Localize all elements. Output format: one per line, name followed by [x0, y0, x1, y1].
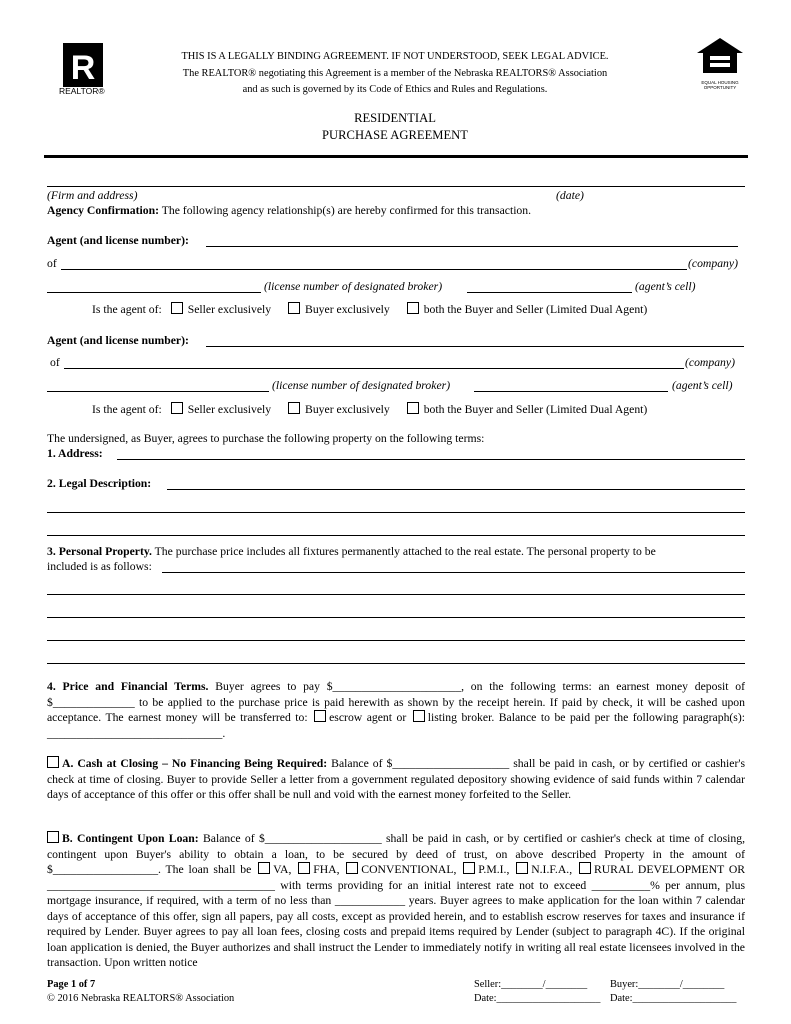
agent-of-row-2	[92, 402, 647, 417]
agency-confirmation	[47, 203, 531, 218]
personal-line-2[interactable]	[47, 594, 745, 595]
cell-line-1[interactable]	[467, 292, 632, 293]
broker-label-2: (license number of designated broker)	[272, 379, 451, 392]
seller-exclusive-label: Seller exclusively	[187, 403, 272, 416]
agent-label-1: Agent (and license number):	[47, 234, 189, 247]
personal-property-heading	[47, 544, 656, 559]
agent-label-2: Agent (and license number):	[47, 334, 189, 347]
company-line-1[interactable]	[61, 269, 687, 270]
pmi-label: P.M.I.,	[478, 863, 510, 876]
cell-label-2: (agent’s cell)	[672, 379, 733, 392]
contingent-loan-checkbox[interactable]	[47, 831, 59, 843]
title-line-2: PURCHASE AGREEMENT	[322, 128, 468, 142]
dual-agent-checkbox-1[interactable]	[407, 302, 419, 314]
personal-property-text: The purchase price includes all fixtures permanently attached to the real estate. The personal property to be	[154, 545, 656, 558]
of-label-2: of	[50, 356, 60, 369]
escrow-agent-checkbox[interactable]	[314, 710, 326, 722]
company-label-1: (company)	[688, 257, 738, 270]
copyright: © 2016 Nebraska REALTORS® Association	[47, 993, 235, 1004]
header-line-3: and as such is governed by its Code of Ethics and Rules and Regulations.	[242, 84, 548, 96]
is-agent-of-label: Is the agent of:	[92, 403, 162, 416]
broker-label-1: (license number of designated broker)	[264, 280, 443, 293]
svg-text:R: R	[70, 49, 96, 87]
personal-line-3[interactable]	[47, 617, 745, 618]
listing-broker-checkbox[interactable]	[413, 710, 425, 722]
header-line-1: THIS IS A LEGALLY BINDING AGREEMENT. IF NOT UNDERSTOOD, SEEK LEGAL ADVICE.	[181, 51, 609, 62]
fha-checkbox[interactable]	[298, 862, 310, 874]
legal-line-1[interactable]	[167, 489, 745, 490]
cash-at-closing-title: A. Cash at Closing – No Financing Being Required:	[62, 757, 328, 770]
company-line-2[interactable]	[64, 368, 684, 369]
document-title	[230, 110, 560, 144]
cash-at-closing-checkbox[interactable]	[47, 756, 59, 768]
dual-agent-checkbox-2[interactable]	[407, 402, 419, 414]
agency-text: The following agency relationship(s) are hereby confirmed for this transaction.	[161, 204, 532, 217]
address-label: 1. Address:	[47, 447, 103, 460]
buyer-exclusive-checkbox-2[interactable]	[288, 402, 300, 414]
nifa-label: N.I.F.A.,	[531, 863, 573, 876]
va-checkbox[interactable]	[258, 862, 270, 874]
cash-at-closing-paragraph	[47, 756, 745, 803]
price-terms-text: Buyer agrees to pay $______________________, on the following terms: an earnest money deposit of $______________ to be applied to the purchase price is paid herewith as shown by the receipt herein. If paid by check, it will be cashed upon acceptance. The earnest money will be transferred to:	[47, 680, 746, 724]
agency-label: Agency Confirmation:	[47, 204, 159, 217]
cash-at-closing-text: Balance of $____________________ shall be paid in cash, or by certified or cashier's check at time of closing. Buyer to provide Seller a letter from a government regulated depository showing evidence of said funds within 7 calendar days of acceptance of this offer or this offer shall be null and void with the earnest money forfeited to the Seller.	[47, 757, 746, 801]
seller-initials[interactable]: Seller:________/________	[474, 979, 588, 990]
contingent-loan-text: Balance of $____________________ shall be paid in cash, or by certified or cashier's check at time of closing, contingent upon Buyer's ability to obtain a loan, to be secured by deed of trust, on above described Property in the amount of $__________________. The loan shall be	[47, 832, 745, 876]
equal-housing-caption: EQUAL HOUSING OPPORTUNITY	[701, 80, 739, 91]
company-label-2: (company)	[685, 356, 735, 369]
price-terms-title: 4. Price and Financial Terms.	[47, 680, 209, 693]
cell-line-2[interactable]	[474, 391, 668, 392]
legal-label: 2. Legal Description:	[47, 477, 152, 490]
listing-broker-label: listing broker. Balance to be paid per the following paragraph(s): ______________________________.	[47, 711, 745, 740]
va-label: VA,	[273, 863, 292, 876]
address-line[interactable]	[117, 459, 745, 460]
conventional-label: CONVENTIONAL,	[361, 863, 457, 876]
broker-line-1[interactable]	[47, 292, 261, 293]
agent-of-row-1	[92, 302, 647, 317]
rural-development-text: RURAL DEVELOPMENT OR _______________________________________ with terms providing for an initial interest rate not to exceed __________% per annum, plus mortgage insurance, if required, with a term of no less than ____________ years. Buyer agrees to make application for the loan within 7 calendar days of acceptance of this offer, sign all papers, pay all costs, except as provided herein, and to establish escrow reserves for taxes and insurance if required by Lender. Buyer agrees to pay all loan fees, closing costs and prepaid items required by Lender (subject to paragraph 4C). If the original loan application is denied, the Buyer authorizes and shall instruct the Lender to immediately notify in writing all real estate licensees involved in the transaction. Upon written notice	[47, 863, 746, 969]
legal-line-3[interactable]	[47, 535, 745, 536]
firm-line[interactable]	[47, 186, 745, 187]
personal-property-title: 3. Personal Property.	[47, 545, 152, 558]
price-terms-paragraph	[47, 679, 745, 741]
dual-agent-label: both the Buyer and Seller (Limited Dual Agent)	[423, 303, 648, 316]
title-rule	[44, 155, 748, 158]
broker-line-2[interactable]	[47, 391, 269, 392]
of-label-1: of	[47, 257, 57, 270]
equal-housing-logo	[693, 36, 747, 91]
realtor-logo-caption: REALTOR®	[59, 86, 105, 96]
pmi-checkbox[interactable]	[463, 862, 475, 874]
firm-label: (Firm and address)	[47, 189, 138, 202]
buyer-exclusive-label: Buyer exclusively	[305, 303, 390, 316]
personal-line-1[interactable]	[162, 572, 745, 573]
is-agent-of-label: Is the agent of:	[92, 303, 162, 316]
page-number: Page 1 of 7	[47, 979, 96, 990]
personal-property-text-2: included is as follows:	[47, 560, 152, 573]
date-label: (date)	[556, 189, 584, 202]
header-line-2: The REALTOR® negotiating this Agreement is a member of the Nebraska REALTORS® Association	[182, 67, 608, 79]
seller-exclusive-checkbox-1[interactable]	[171, 302, 183, 314]
contingent-loan-title: B. Contingent Upon Loan:	[62, 832, 199, 845]
buyer-date[interactable]: Date:____________________	[610, 993, 737, 1004]
fha-label: FHA,	[313, 863, 340, 876]
header-notice	[130, 49, 660, 99]
personal-line-4[interactable]	[47, 640, 745, 641]
seller-exclusive-checkbox-2[interactable]	[171, 402, 183, 414]
buyer-initials[interactable]: Buyer:________/________	[610, 979, 725, 990]
agent-line-2[interactable]	[206, 346, 744, 347]
buyer-exclusive-checkbox-1[interactable]	[288, 302, 300, 314]
realtor-logo	[57, 43, 115, 101]
legal-line-2[interactable]	[47, 512, 745, 513]
personal-line-5[interactable]	[47, 663, 745, 664]
nifa-checkbox[interactable]	[516, 862, 528, 874]
rural-development-checkbox[interactable]	[579, 862, 591, 874]
conventional-checkbox[interactable]	[346, 862, 358, 874]
contingent-loan-paragraph	[47, 831, 745, 971]
seller-exclusive-label: Seller exclusively	[187, 303, 272, 316]
title-line-1: RESIDENTIAL	[354, 111, 436, 125]
seller-date[interactable]: Date:____________________	[474, 993, 601, 1004]
cell-label-1: (agent’s cell)	[635, 280, 696, 293]
escrow-agent-label: escrow agent or	[329, 711, 407, 724]
dual-agent-label: both the Buyer and Seller (Limited Dual Agent)	[423, 403, 648, 416]
agent-line-1[interactable]	[206, 246, 738, 247]
intro-text: The undersigned, as Buyer, agrees to purchase the following property on the following terms:	[47, 432, 485, 445]
buyer-exclusive-label: Buyer exclusively	[305, 403, 390, 416]
